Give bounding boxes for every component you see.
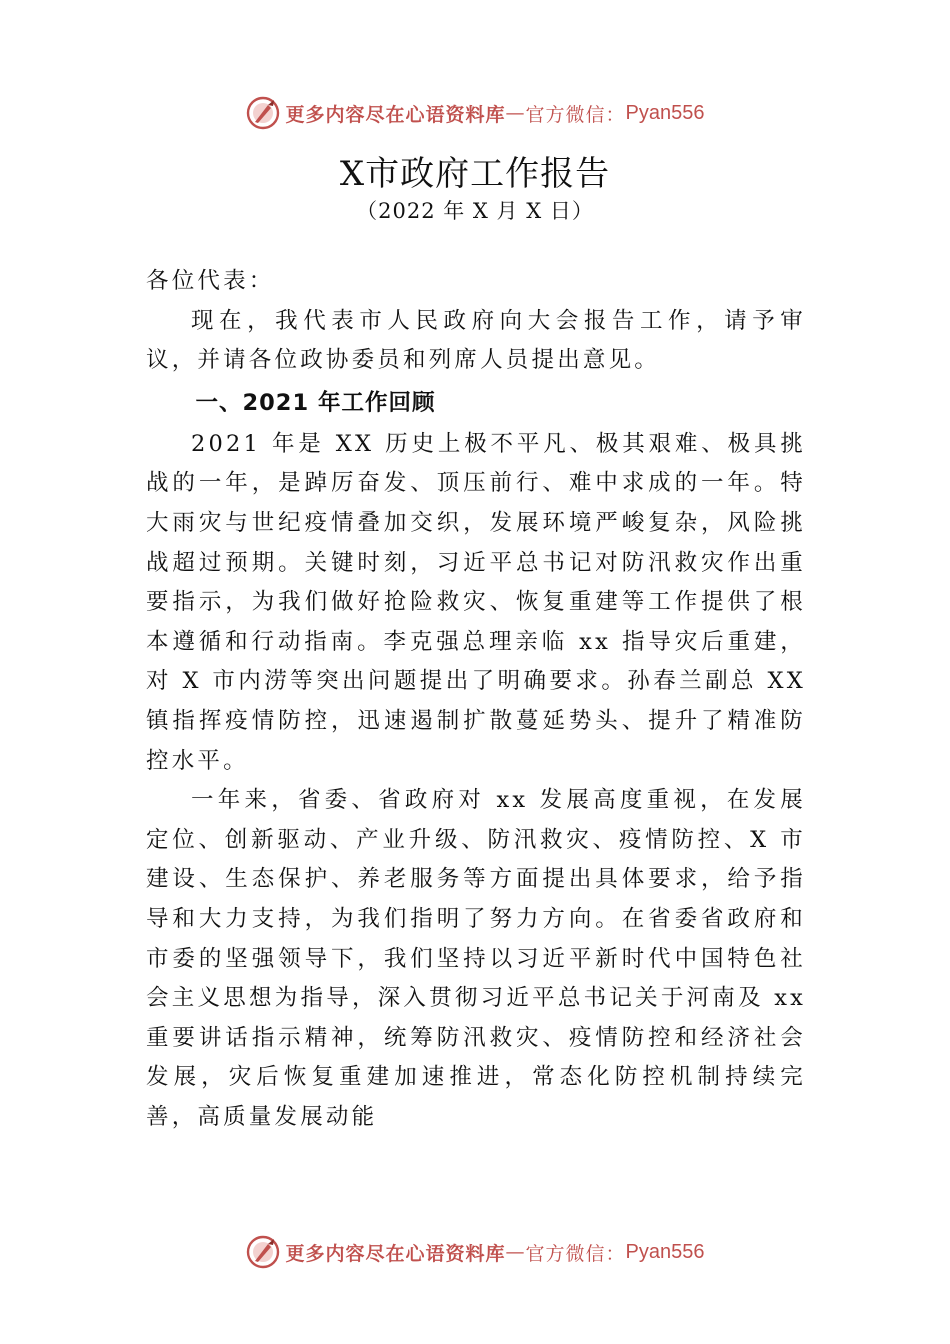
banner-wechat-id: Pyan556 — [625, 1240, 705, 1263]
banner-separator: — — [505, 102, 526, 124]
banner-brand-text: 更多内容尽在心语资料库 — [285, 1242, 506, 1265]
header-banner — [0, 93, 950, 133]
paragraph-2: 一年来，省委、省政府对 xx 发展高度重视，在发展定位、创新驱动、产业升级、防汛救灾、疫情防控、X 市建设、生态保护、养老服务等方面提出具体要求，给予指导和大力支持，为我们指明了努力方向。在省委省政府和市委的坚强领导下，我们坚持以习近平新时代中国特色社会主义思想为指导，深入贯彻习近平总书记关于河南及 xx 重要讲话指示精神，统筹防汛救灾、疫情防控和经济社会发展，灾后恢复重建加速推进，常态化防控机制持续完善，高质量发展动能 — [146, 787, 806, 1130]
banner-official-text: 官方微信： — [525, 1242, 626, 1265]
footer-banner — [0, 1232, 950, 1272]
document-date-line: （2022 年 X 月 X 日） — [356, 199, 594, 223]
banner-separator: — — [505, 1241, 526, 1263]
salutation: 各位代表： — [146, 268, 275, 294]
document-title: X市政府工作报告 — [339, 154, 611, 194]
quill-pen-seal-icon — [246, 1235, 280, 1269]
banner-wechat-id: Pyan556 — [625, 101, 705, 124]
quill-pen-seal-icon — [246, 96, 280, 130]
intro-paragraph: 现在，我代表市人民政府向大会报告工作，请予审议，并请各位政协委员和列席人员提出意见。 — [146, 307, 806, 374]
banner-official-text: 官方微信： — [525, 103, 626, 126]
paragraph-1: 2021 年是 XX 历史上极不平凡、极其艰难、极具挑战的一年，是踔厉奋发、顶压前行、难中求成的一年。特大雨灾与世纪疫情叠加交织，发展环境严峻复杂，风险挑战超过预期。关键时刻，习近平总书记对防汛救灾作出重要指示，为我们做好抢险救灾、恢复重建等工作提供了根本遵循和行动指南。李克强总理亲临 xx 指导灾后重建，对 X 市内涝等突出问题提出了明确要求。孙春兰副总 XX 镇指挥疫情防控，迅速遏制扩散蔓延势头、提升了精准防控水平。 — [146, 430, 806, 774]
document-body — [146, 262, 806, 1137]
banner-brand-text: 更多内容尽在心语资料库 — [285, 103, 506, 126]
section-heading: 一、2021 年工作回顾 — [195, 389, 436, 416]
